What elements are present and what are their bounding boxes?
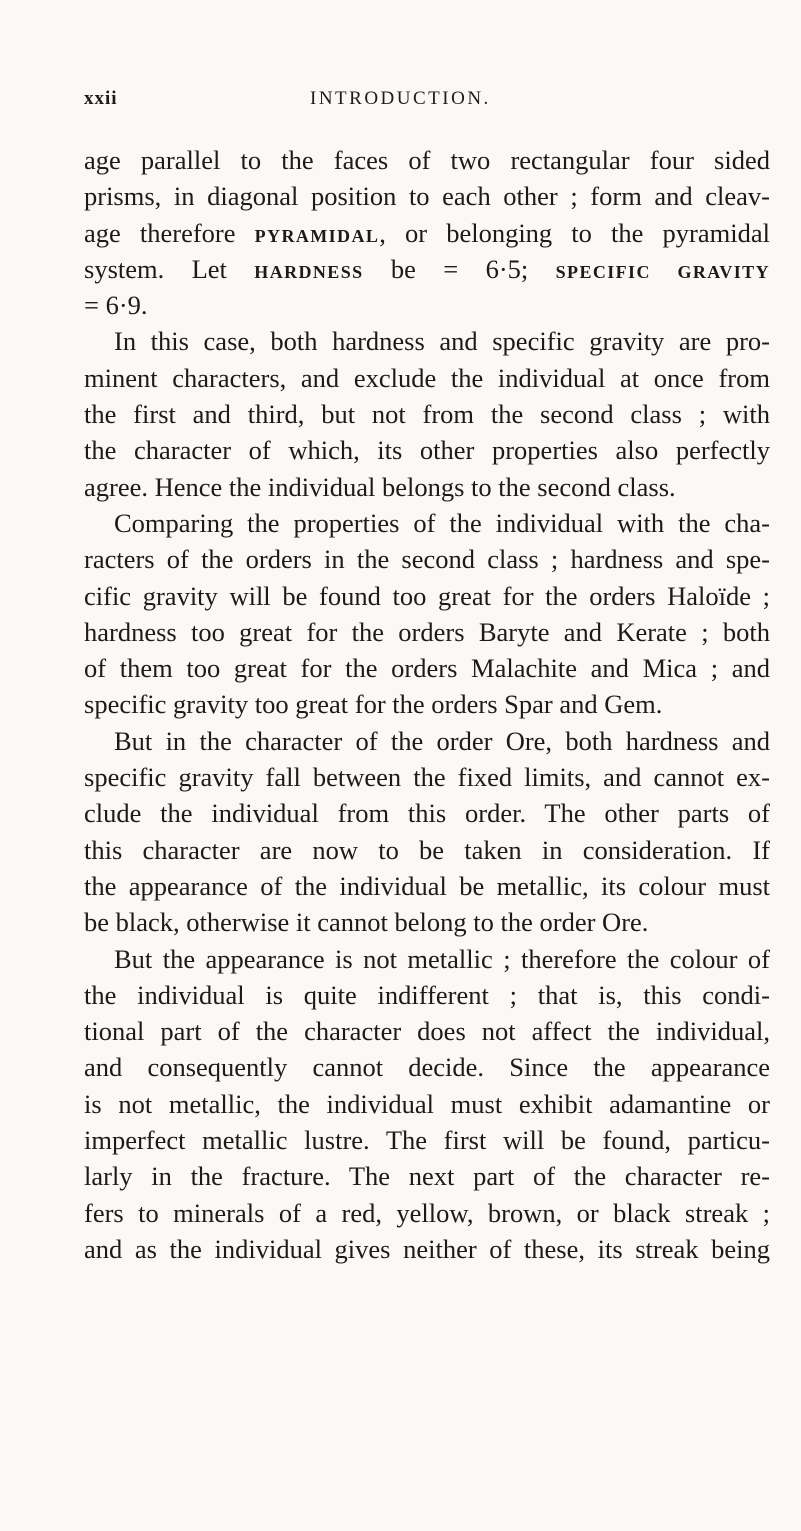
text-line-16: specific gravity too great for the orders Spar and Gem.	[84, 689, 663, 720]
text-line-7: minent characters, and exclude the individual at once from	[84, 362, 770, 393]
running-head	[84, 88, 714, 118]
page-number: xxii	[84, 88, 118, 109]
text-fragment: , or belonging to the pyramidal	[379, 217, 770, 248]
text-line-15: of them too great for the orders Malachite and Mica ; and	[84, 653, 770, 684]
text-line-21: the appearance of the individual be metallic, its colour must	[84, 870, 770, 901]
text-line-18: specific gravity fall between the fixed limits, and cannot ex-	[84, 762, 770, 793]
text-line-6: In this case, both hardness and specific gravity are pro-	[114, 326, 770, 357]
text-line-11: Comparing the properties of the individual with the cha-	[114, 507, 770, 538]
text-fragment: be = 6·5;	[363, 253, 556, 284]
running-title: INTRODUCTION.	[310, 88, 491, 109]
text-line-3	[84, 215, 770, 251]
text-line-14: hardness too great for the orders Baryte and Kerate ; both	[84, 616, 770, 647]
text-line-9: the character of which, its other properties also perfectly	[84, 435, 770, 466]
text-line-26: and consequently cannot decide. Since the appearance	[84, 1052, 770, 1083]
small-caps-term: PYRAMIDAL	[254, 225, 380, 246]
text-line-17: But in the character of the order Ore, both hardness and	[114, 725, 770, 756]
text-line-25: tional part of the character does not affect the individual,	[84, 1016, 770, 1047]
text-line-23: But the appearance is not metallic ; therefore the colour of	[114, 943, 770, 974]
text-line-19: clude the individual from this order. The other parts of	[84, 798, 770, 829]
text-line-4	[84, 251, 770, 287]
text-line-13: cific gravity will be found too great for the orders Haloïde ;	[84, 580, 770, 611]
small-caps-term: SPECIFIC GRAVITY	[555, 261, 770, 282]
text-line-22: be black, otherwise it cannot belong to the order Ore.	[84, 907, 649, 938]
text-line-2: prisms, in diagonal position to each other ; form and cleav-	[84, 181, 770, 212]
text-line-27: is not metallic, the individual must exhibit adamantine or	[84, 1088, 770, 1119]
text-line-29: larly in the fracture. The next part of the character re-	[84, 1161, 770, 1192]
text-line-8: the first and third, but not from the second class ; with	[84, 399, 770, 430]
text-line-30: fers to minerals of a red, yellow, brown, or black streak ;	[84, 1197, 770, 1228]
text-line-31: and as the individual gives neither of these, its streak being	[84, 1233, 770, 1264]
body-text	[84, 142, 784, 1267]
text-line-20: this character are now to be taken in consideration. If	[84, 834, 770, 865]
text-line-12: racters of the orders in the second class ; hardness and spe-	[84, 544, 770, 575]
text-line-28: imperfect metallic lustre. The first will be found, particu-	[84, 1125, 770, 1156]
text-line-1: age parallel to the faces of two rectangular four sided	[84, 145, 770, 175]
text-line-24: the individual is quite indifferent ; that is, this condi-	[84, 979, 770, 1010]
text-line-5: = 6·9.	[84, 290, 148, 321]
text-fragment: age therefore	[84, 217, 255, 248]
text-line-10: agree. Hence the individual belongs to the second class.	[84, 471, 676, 502]
small-caps-term: HARDNESS	[254, 261, 364, 282]
text-fragment: system. Let	[84, 253, 255, 284]
